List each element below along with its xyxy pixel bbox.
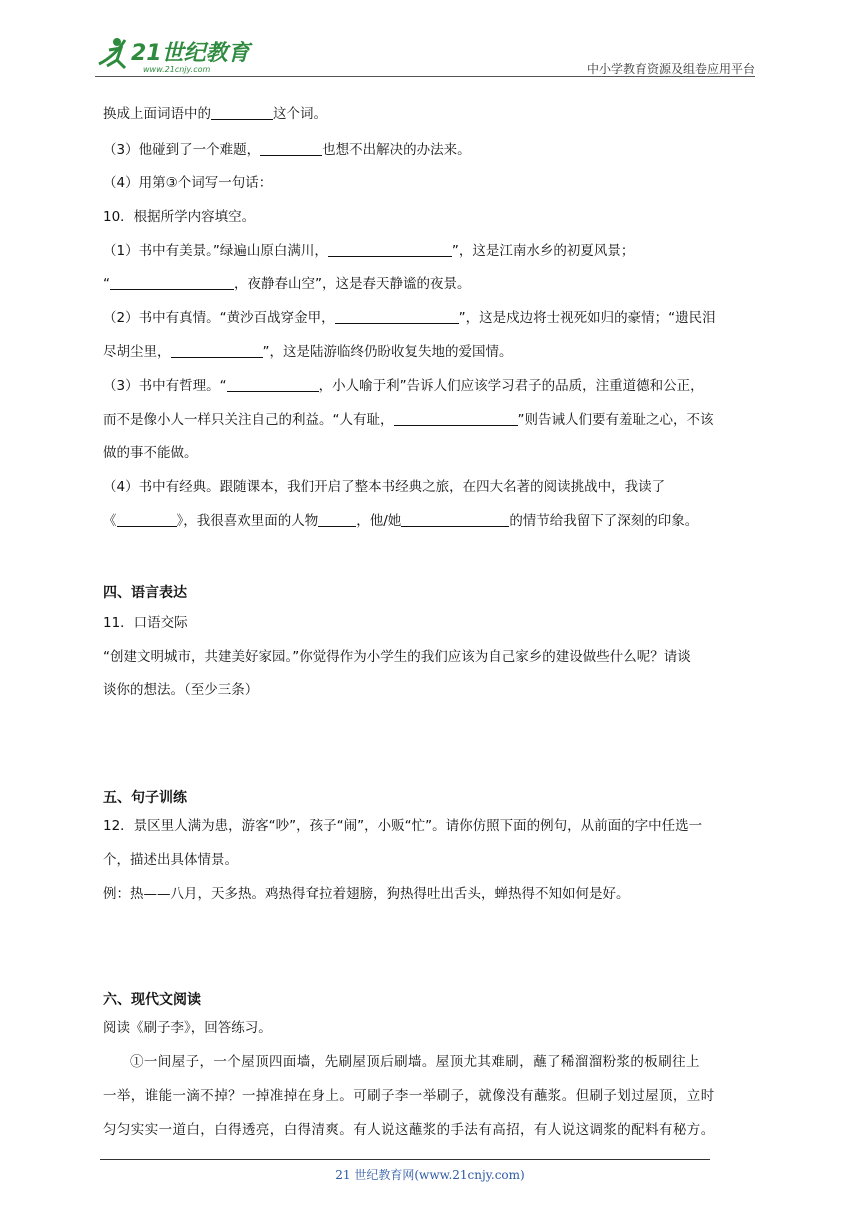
answer-blank[interactable] xyxy=(394,411,518,426)
text-line: “创建文明城市，共建美好家园。”你觉得作为小学生的我们应该为自己家乡的建设做些什么呢？请谈 xyxy=(103,649,691,665)
answer-blank[interactable] xyxy=(318,512,356,527)
section-heading: 四、语言表达 xyxy=(103,585,187,601)
answer-blank[interactable] xyxy=(401,512,509,527)
section-heading: 六、现代文阅读 xyxy=(103,992,201,1008)
answer-blank[interactable] xyxy=(328,242,452,257)
text-line: 做的事不能做。 xyxy=(103,445,198,461)
footer-divider xyxy=(100,1159,710,1160)
question-12: 12．景区里人满为患，游客“吵”，孩子“闹”，小贩“忙”。请你仿照下面的例句，从前面的字中任选一 xyxy=(103,818,703,834)
passage-line: ①一间屋子，一个屋顶四面墙，先刷屋顶后刷墙。屋顶尤其难刷，蘸了稀溜溜粉浆的板刷往上 xyxy=(130,1054,700,1070)
text-line: （2）书中有真情。“黄沙百战穿金甲， ”，这是戍边将士视死如归的豪情；“遗民泪 xyxy=(103,310,716,326)
question-10: 10．根据所学内容填空。 xyxy=(103,209,256,225)
text-line: 谈你的想法。（至少三条） xyxy=(103,682,259,698)
answer-blank[interactable] xyxy=(335,309,459,324)
section-heading: 五、句子训练 xyxy=(103,790,187,806)
footer-link[interactable]: 21 世纪教育网(www.21cnjy.com) xyxy=(335,1168,525,1182)
header-divider xyxy=(95,76,755,77)
text-line: 阅读《刷子李》，回答练习。 xyxy=(103,1020,272,1036)
text-line: （4）用第③个词写一句话： xyxy=(103,175,273,191)
question-11: 11．口语交际 xyxy=(103,615,188,631)
answer-blank[interactable] xyxy=(211,105,273,120)
text-line: （4）书中有经典。跟随课本，我们开启了整本书经典之旅，在四大名著的阅读挑战中，我读了 xyxy=(103,479,666,495)
text-line: 《 》，我很喜欢里面的人物 ，他/她 的情节给我留下了深刻的印象。 xyxy=(103,513,699,529)
site-logo xyxy=(95,34,265,74)
svg-text:www.21cnjy.com: www.21cnjy.com xyxy=(143,65,211,74)
passage-line: 匀匀实实一道白，白得透亮，白得清爽。有人说这蘸浆的手法有高招，有人说这调浆的配料有秘方。 xyxy=(103,1122,715,1138)
text-line: （3）他碰到了一个难题， 也想不出解决的办法来。 xyxy=(103,142,471,158)
text-line: （1）书中有美景。”绿遍山原白满川， ”，这是江南水乡的初夏风景； xyxy=(103,243,635,259)
text-line: 尽胡尘里， ”，这是陆游临终仍盼收复失地的爱国情。 xyxy=(103,344,513,360)
text-line: （3）书中有哲理。“ ，小人喻于利”告诉人们应该学习君子的品质，注重道德和公正， xyxy=(103,378,704,394)
answer-blank[interactable] xyxy=(171,343,263,358)
page-header xyxy=(95,30,755,78)
text-line: 例：热——八月，天多热。鸡热得耷拉着翅膀，狗热得吐出舌头，蝉热得不知如何是好。 xyxy=(103,886,630,902)
answer-blank[interactable] xyxy=(227,377,319,392)
answer-blank[interactable] xyxy=(260,141,322,156)
text-line: 个，描述出具体情景。 xyxy=(103,852,238,868)
svg-text:21世纪教育: 21世纪教育 xyxy=(131,41,250,66)
text-line: 而不是像小人一样只关注自己的利益。“人有耻， ”则告诫人们要有羞耻之心，不该 xyxy=(103,412,714,428)
answer-blank[interactable] xyxy=(110,275,234,290)
platform-name: 中小学教育资源及组卷应用平台 xyxy=(586,62,755,76)
answer-blank[interactable] xyxy=(117,512,177,527)
text-line: “ ，夜静春山空”，这是春天静谧的夜景。 xyxy=(103,276,471,292)
text-line: 换成上面词语中的 这个词。 xyxy=(103,106,327,122)
passage-line: 一举，谁能一滴不掉？一掉准掉在身上。可刷子李一举刷子，就像没有蘸浆。但刷子划过屋顶，立时 xyxy=(103,1088,715,1104)
